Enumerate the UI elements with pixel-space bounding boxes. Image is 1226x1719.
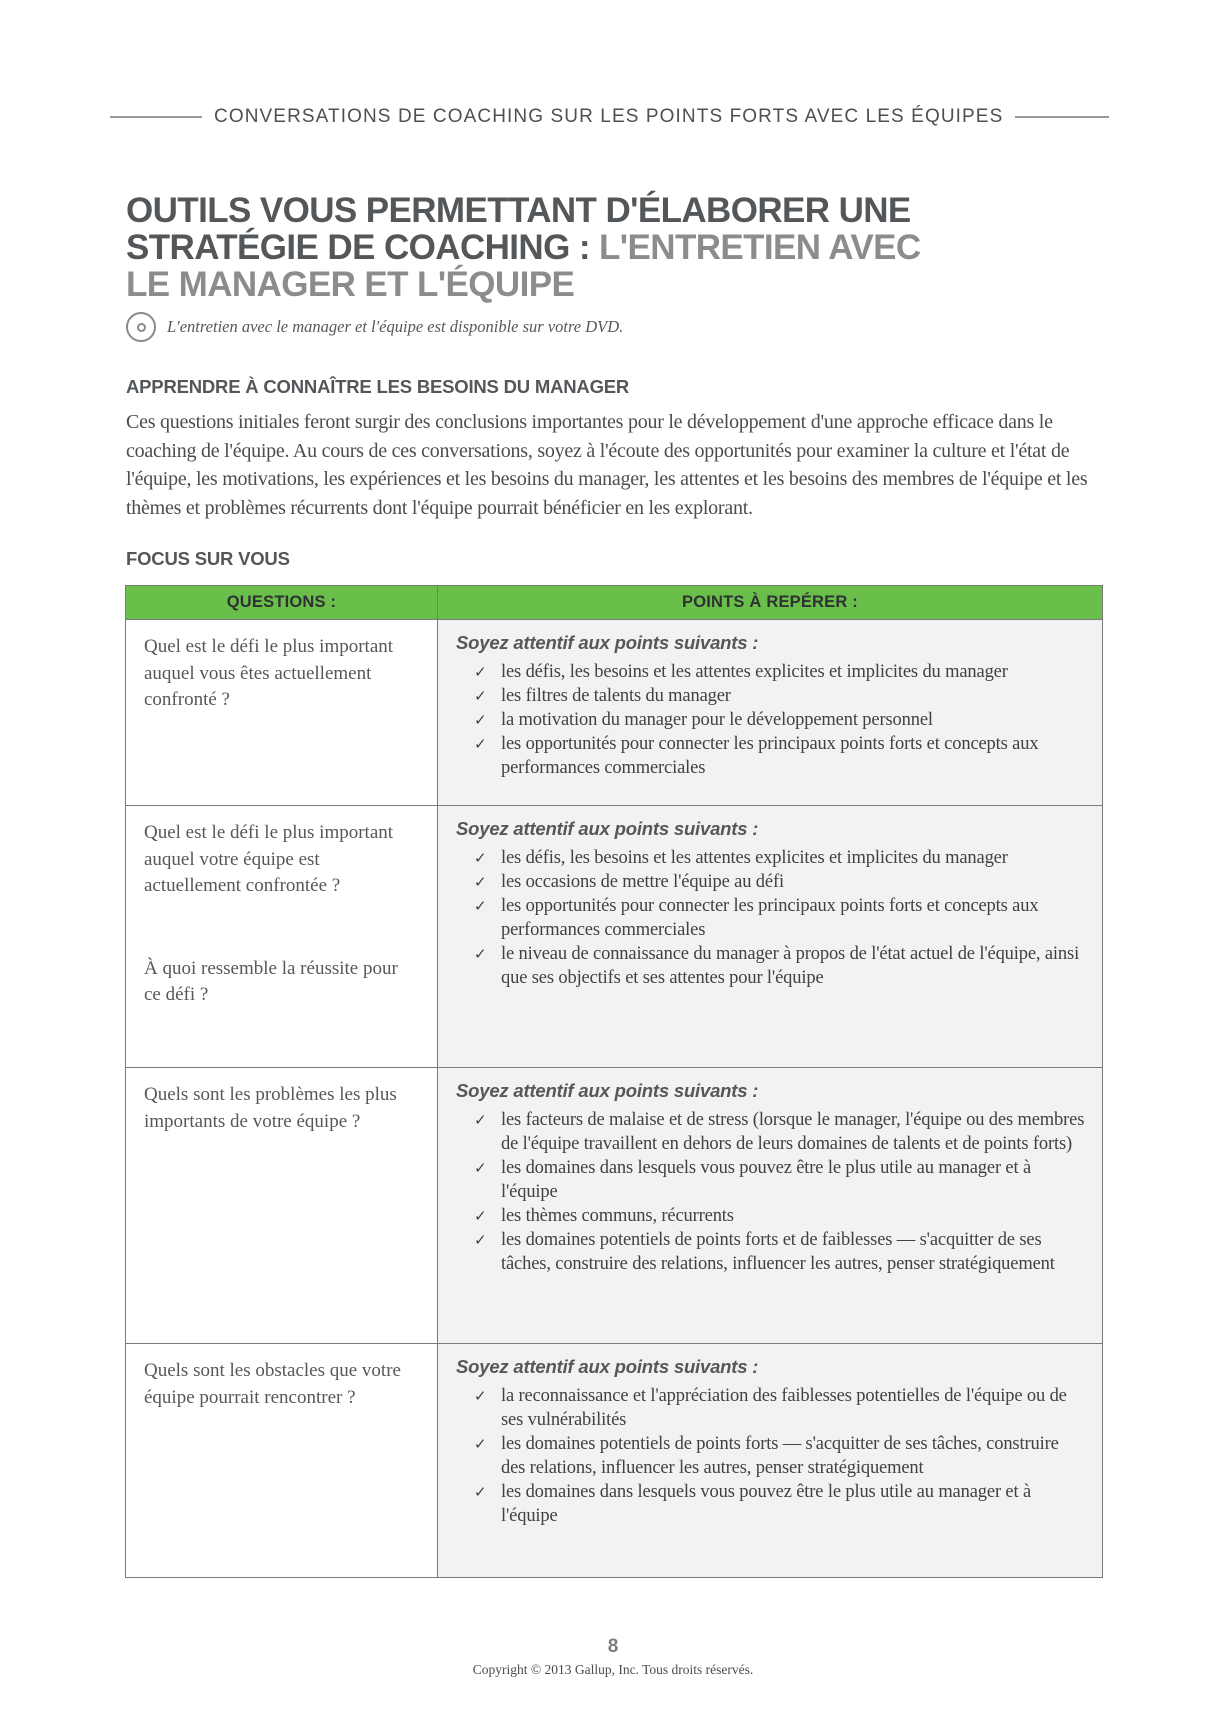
table-row [126, 1344, 1103, 1578]
table-row [126, 806, 1103, 1068]
running-header-text: CONVERSATIONS DE COACHING SUR LES POINTS FORTS AVEC LES ÉQUIPES [214, 106, 1004, 127]
list-item: ✓ les filtres de talents du manager [474, 686, 731, 706]
question-text: Quel est le défi le plus important auquel votre équipe est actuellement confrontée ? [144, 822, 394, 896]
column-header-questions: QUESTIONS : [126, 586, 438, 620]
points-list [456, 660, 1086, 780]
points-list [456, 846, 1086, 990]
dvd-disc-icon [126, 312, 156, 342]
list-item: ✓ les thèmes communs, récurrents [474, 1206, 734, 1226]
table-header-row [126, 586, 1103, 620]
running-header [110, 106, 1130, 128]
list-item: ✓ les défis, les besoins et les attentes explicites et implicites du manager [474, 848, 1008, 868]
list-item: ✓ les domaines potentiels de points forts — s'acquitter de ses tâches, construire des relations, influencer les autres, penser stratégiquement [474, 1434, 1059, 1478]
question-cell [126, 1344, 438, 1578]
checkmark-icon: ✓ [474, 1207, 487, 1225]
points-lead: Soyez attentif aux points suivants : [456, 1356, 759, 1377]
points-cell [438, 1068, 1103, 1344]
dvd-note [126, 312, 623, 342]
checkmark-icon: ✓ [474, 1159, 487, 1177]
points-cell [438, 1344, 1103, 1578]
header-rule-left [110, 116, 202, 118]
checkmark-icon: ✓ [474, 1435, 487, 1453]
checkmark-icon: ✓ [474, 1231, 487, 1249]
checkmark-icon: ✓ [474, 873, 487, 891]
copyright-notice: Copyright © 2013 Gallup, Inc. Tous droits réservés. [472, 1662, 754, 1677]
intro-paragraph: Ces questions initiales feront surgir des conclusions importantes pour le développement d'une approche efficace dans le coaching de l'équipe. Au cours de ces conversations, soyez à l'écoute des opportunités pour examiner la culture et l'état de l'équipe, les motivations, les expériences et les besoins du manager, les attentes et les besoins des membres de l'équipe et les thèmes et problèmes récurrents dont l'équipe pourrait bénéficier en les explorant. [126, 411, 1088, 519]
checkmark-icon: ✓ [474, 687, 487, 705]
dvd-note-text: L'entretien avec le manager et l'équipe est disponible sur votre DVD. [167, 317, 624, 336]
points-lead: Soyez attentif aux points suivants : [456, 818, 759, 839]
section-heading-manager-needs: APPRENDRE À CONNAÎTRE LES BESOINS DU MANAGER [126, 376, 630, 397]
points-cell [438, 620, 1103, 806]
question-cell [126, 1068, 438, 1344]
question-text: Quel est le défi le plus important auquel vous êtes actuellement confronté ? [144, 636, 394, 710]
question-text: À quoi ressemble la réussite pour ce défi ? [144, 957, 398, 1005]
list-item: ✓ les défis, les besoins et les attentes explicites et implicites du manager [474, 662, 1008, 682]
points-list [456, 1384, 1086, 1528]
checkmark-icon: ✓ [474, 945, 487, 963]
section-heading-focus: FOCUS SUR VOUS [126, 548, 290, 569]
checkmark-icon: ✓ [474, 1387, 487, 1405]
checkmark-icon: ✓ [474, 849, 487, 867]
list-item: ✓ les domaines dans lesquels vous pouvez être le plus utile au manager et à l'équipe [474, 1158, 1032, 1202]
list-item: ✓ les opportunités pour connecter les principaux points forts et concepts aux performances commerciales [474, 734, 1039, 778]
checkmark-icon: ✓ [474, 735, 487, 753]
checkmark-icon: ✓ [474, 1483, 487, 1501]
table-row [126, 620, 1103, 806]
question-text: Quels sont les problèmes les plus importants de votre équipe ? [144, 1084, 397, 1132]
question-cell [126, 620, 438, 806]
title-light-part: L'ENTRETIEN AVEC LE MANAGER ET L'ÉQUIPE [126, 228, 921, 304]
list-item: ✓ la motivation du manager pour le développement personnel [474, 710, 933, 730]
page-number: 8 [607, 1636, 619, 1657]
page-title [126, 192, 946, 303]
focus-table [125, 585, 1103, 1578]
checkmark-icon: ✓ [474, 1111, 487, 1129]
points-list [456, 1108, 1086, 1276]
list-item: ✓ les occasions de mettre l'équipe au défi [474, 872, 784, 892]
checkmark-icon: ✓ [474, 897, 487, 915]
list-item: ✓ les domaines potentiels de points forts et de faiblesses — s'acquitter de ses tâches, construire des relations, influencer les autres, penser stratégiquement [474, 1230, 1055, 1274]
checkmark-icon: ✓ [474, 711, 487, 729]
title-dark-part: OUTILS VOUS PERMETTANT D'ÉLABORER UNE STRATÉGIE DE COACHING : [126, 191, 911, 267]
points-lead: Soyez attentif aux points suivants : [456, 1080, 759, 1101]
checkmark-icon: ✓ [474, 663, 487, 681]
list-item: ✓ les domaines dans lesquels vous pouvez être le plus utile au manager et à l'équipe [474, 1482, 1032, 1526]
list-item: ✓ le niveau de connaissance du manager à propos de l'état actuel de l'équipe, ainsi que ses objectifs et ses attentes pour l'équipe [474, 944, 1080, 988]
list-item: ✓ la reconnaissance et l'appréciation des faiblesses potentielles de l'équipe ou de ses vulnérabilités [474, 1386, 1067, 1430]
table-row [126, 1068, 1103, 1344]
question-text: Quels sont les obstacles que votre équipe pourrait rencontrer ? [144, 1360, 401, 1408]
list-item: ✓ les opportunités pour connecter les principaux points forts et concepts aux performances commerciales [474, 896, 1039, 940]
points-cell [438, 806, 1103, 1068]
points-lead: Soyez attentif aux points suivants : [456, 632, 759, 653]
question-cell [126, 806, 438, 1068]
list-item: ✓ les facteurs de malaise et de stress (lorsque le manager, l'équipe ou des membres de l'équipe travaillent en dehors de leurs domaines de talents et de points forts) [474, 1110, 1085, 1154]
header-rule-right [1015, 116, 1109, 118]
column-header-points: POINTS À REPÉRER : [438, 586, 1103, 620]
